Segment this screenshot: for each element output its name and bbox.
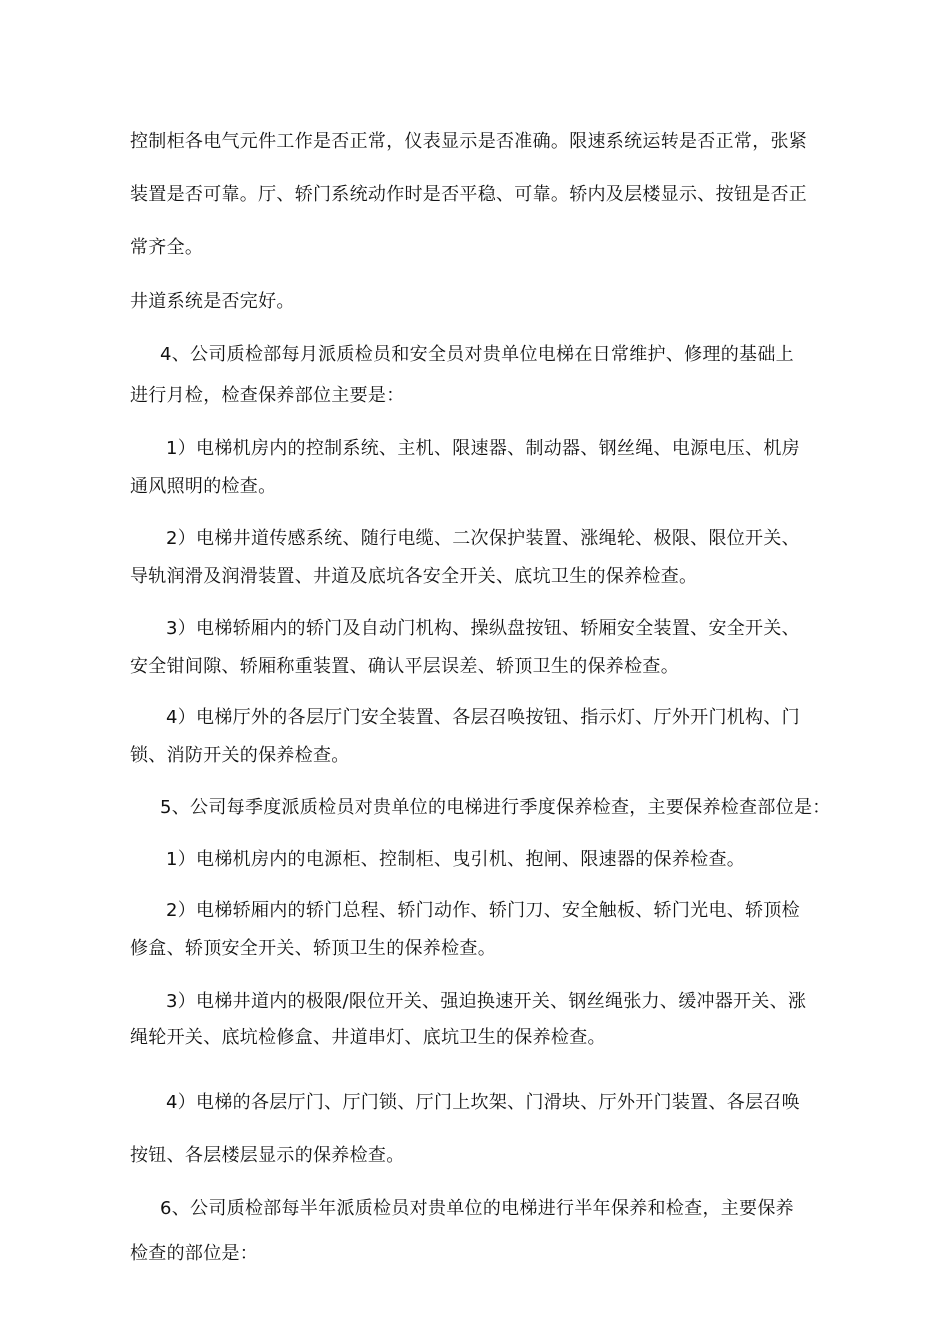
text-line-24: 检查的部位是： bbox=[130, 1243, 259, 1264]
text-line-17: 2）电梯轿厢内的轿门总程、轿门动作、轿门刀、安全触板、轿门光电、轿顶检 bbox=[166, 900, 800, 921]
text-line-10: 导轨润滑及润滑装置、井道及底坑各安全开关、底坑卫生的保养检查。 bbox=[130, 566, 698, 587]
text-line-20: 绳轮开关、底坑检修盒、井道串灯、底坑卫生的保养检查。 bbox=[130, 1027, 606, 1048]
text-line-8: 通风照明的检查。 bbox=[130, 476, 277, 497]
text-line-13: 4）电梯厅外的各层厅门安全装置、各层召唤按钮、指示灯、厅外开门机构、门 bbox=[166, 707, 800, 728]
text-line-5: 4、公司质检部每月派质检员和安全员对贵单位电梯在日常维护、修理的基础上 bbox=[160, 344, 794, 365]
text-line-12: 安全钳间隙、轿厢称重装置、确认平层误差、轿顶卫生的保养检查。 bbox=[130, 656, 679, 677]
text-line-23: 6、公司质检部每半年派质检员对贵单位的电梯进行半年保养和检查，主要保养 bbox=[160, 1198, 794, 1219]
text-line-6: 进行月检，检查保养部位主要是： bbox=[130, 385, 405, 406]
text-line-11: 3）电梯轿厢内的轿门及自动门机构、操纵盘按钮、轿厢安全装置、安全开关、 bbox=[166, 618, 800, 639]
text-line-2: 装置是否可靠。厅、轿门系统动作时是否平稳、可靠。轿内及层楼显示、按钮是否正 bbox=[130, 184, 808, 205]
text-line-21: 4）电梯的各层厅门、厅门锁、厅门上坎架、门滑块、厅外开门装置、各层召唤 bbox=[166, 1092, 800, 1113]
text-line-7: 1）电梯机房内的控制系统、主机、限速器、制动器、钢丝绳、电源电压、机房 bbox=[166, 438, 800, 459]
text-line-4: 井道系统是否完好。 bbox=[130, 291, 295, 312]
text-line-15: 5、公司每季度派质检员对贵单位的电梯进行季度保养检查，主要保养检查部位是： bbox=[160, 797, 831, 818]
text-line-19: 3）电梯井道内的极限/限位开关、强迫换速开关、钢丝绳张力、缓冲器开关、涨 bbox=[166, 991, 807, 1012]
text-line-16: 1）电梯机房内的电源柜、控制柜、曳引机、抱闸、限速器的保养检查。 bbox=[166, 849, 746, 870]
text-line-9: 2）电梯井道传感系统、随行电缆、二次保护装置、涨绳轮、极限、限位开关、 bbox=[166, 528, 800, 549]
text-line-14: 锁、消防开关的保养检查。 bbox=[130, 745, 350, 766]
text-line-1: 控制柜各电气元件工作是否正常，仪表显示是否准确。限速系统运转是否正常，张紧 bbox=[130, 131, 808, 152]
text-line-22: 按钮、各层楼层显示的保养检查。 bbox=[130, 1145, 405, 1166]
text-line-3: 常齐全。 bbox=[130, 237, 204, 258]
text-line-18: 修盒、轿顶安全开关、轿顶卫生的保养检查。 bbox=[130, 938, 496, 959]
